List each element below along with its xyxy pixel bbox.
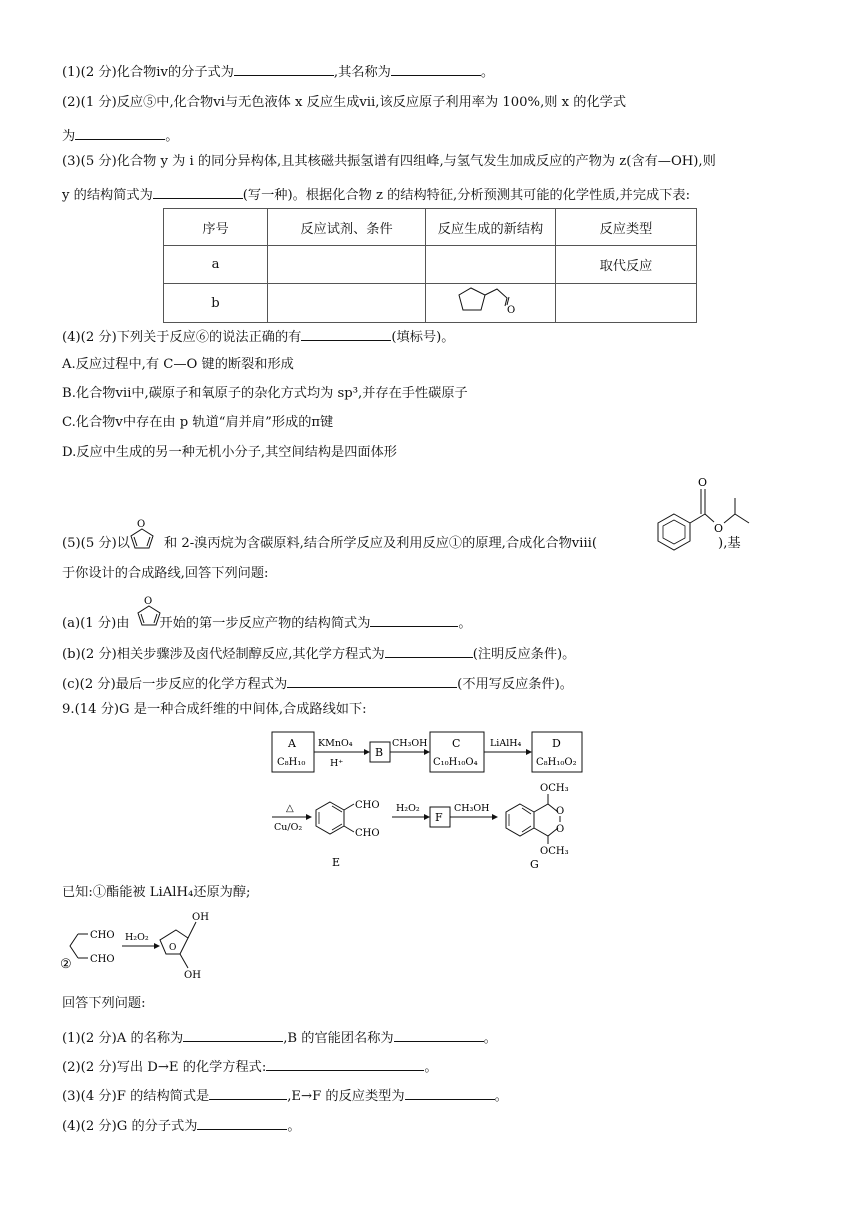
compound-c-formula: C₁₀H₁₀O₄ xyxy=(433,757,478,768)
reaction-type: 取代反应 xyxy=(556,246,697,284)
q8-part5-line1: (5)(5 分)以 和 2-溴丙烷为含碳原料,结合所学反应及利用反应①的原理,合成化合物ⅷ( ),基 xyxy=(62,536,741,551)
table-header: 反应生成的新结构 xyxy=(426,209,556,246)
answer-blank[interactable] xyxy=(385,643,473,658)
answer-blank[interactable] xyxy=(301,326,391,341)
carbonyl-oxygen: O xyxy=(698,476,708,489)
answer-cell[interactable] xyxy=(426,246,556,284)
g-ring-oxygen-2: O xyxy=(556,824,565,835)
answer-blank[interactable] xyxy=(391,61,481,76)
answer-blank[interactable] xyxy=(234,61,334,76)
reagent-lialh4: LiAlH₄ xyxy=(490,738,522,749)
compound-a-formula: C₈H₁₀ xyxy=(277,757,306,768)
compound-d-label: D xyxy=(552,737,561,750)
known-hydroxyl-2: OH xyxy=(184,970,201,981)
reaction-type xyxy=(556,284,697,323)
answer-blank[interactable] xyxy=(370,612,458,627)
cyclopentyl-aldehyde-structure xyxy=(451,284,531,318)
known-hydroxyl-1: OH xyxy=(192,912,209,923)
row-id: a xyxy=(164,246,268,284)
e-aldehyde-2: CHO xyxy=(355,828,380,839)
g-ring-oxygen-1: O xyxy=(556,806,565,817)
aldehyde-oxygen: O xyxy=(506,305,515,316)
known-reaction-2 xyxy=(60,906,220,982)
reagent-heat: △ xyxy=(286,803,294,814)
compound-c-label: C xyxy=(452,737,461,750)
reagent-cu-o2: Cu/O₂ xyxy=(274,822,303,833)
q8-part1: (1)(2 分)化合物ⅳ的分子式为 ,其名称为 。 xyxy=(62,61,494,82)
q8-part4: (4)(2 分)下列关于反应⑥的说法正确的有 (填标号)。 xyxy=(62,326,454,347)
answer-blank[interactable] xyxy=(405,1085,495,1100)
table-header-row xyxy=(164,209,697,246)
q8-part3-line1: (3)(5 分)化合物 y 为 ⅰ 的同分异构体,且其核磁共振氢谱有四组峰,与氢气发生加成反应的产物为 z(含有—OH),则 xyxy=(62,154,716,169)
table-header: 序号 xyxy=(164,209,268,246)
e-aldehyde-1: CHO xyxy=(355,800,380,811)
q8-part5a: (a)(1 分)由 开始的第一步反应产物的结构简式为 。 xyxy=(62,612,472,633)
q8-part2-line1: (2)(1 分)反应⑤中,化合物ⅵ与无色液体 x 反应生成ⅶ,该反应原子利用率为 100%,则 x 的化学式 xyxy=(62,95,627,110)
answer-blank[interactable] xyxy=(183,1027,283,1042)
answer-blank[interactable] xyxy=(287,673,457,688)
answer-blank[interactable] xyxy=(266,1056,424,1071)
furan-structure xyxy=(134,595,164,629)
reagent-h2o2: H₂O₂ xyxy=(396,803,420,814)
compound-e-label: E xyxy=(332,856,341,869)
table-header: 反应类型 xyxy=(556,209,697,246)
known-aldehyde-2: CHO xyxy=(90,954,115,965)
compound-d-formula: C₈H₁₀O₂ xyxy=(536,757,577,768)
q9-part3: (3)(4 分)F 的结构简式是 ,E→F 的反应类型为 。 xyxy=(62,1085,508,1106)
compound-g-label: G xyxy=(530,858,539,870)
option-c: C.化合物ⅴ中存在由 p 轨道“肩并肩”形成的π键 xyxy=(62,415,334,430)
table-row xyxy=(164,246,697,284)
compound-b-label: B xyxy=(375,746,384,759)
option-a: A.反应过程中,有 C—O 键的断裂和形成 xyxy=(62,357,294,372)
table-header: 反应试剂、条件 xyxy=(268,209,426,246)
table-row xyxy=(164,284,697,323)
q9-intro: 9.(14 分)G 是一种合成纤维的中间体,合成路线如下: xyxy=(62,702,367,717)
option-b: B.化合物ⅶ中,碳原子和氧原子的杂化方式均为 sp³,并存在手性碳原子 xyxy=(62,386,468,401)
answer-blank[interactable] xyxy=(153,184,243,199)
compound-a-label: A xyxy=(288,737,296,750)
q9-part1: (1)(2 分)A 的名称为 ,B 的官能团名称为 。 xyxy=(62,1027,497,1048)
answer-cell[interactable] xyxy=(268,284,426,323)
reagent-kmno4: KMnO₄ xyxy=(318,738,353,749)
property-table xyxy=(163,208,697,323)
synthesis-route-scheme xyxy=(268,728,618,870)
q8-part3-line2: y 的结构简式为 (写一种)。根据化合物 z 的结构特征,分析预测其可能的化学性质,并完成下表: xyxy=(62,184,690,205)
compound-f-label: F xyxy=(435,811,443,824)
reagent-h-plus: H⁺ xyxy=(330,758,344,769)
new-structure-cell xyxy=(426,284,556,323)
ester-oxygen: O xyxy=(714,522,724,535)
q8-part2-line2: 为 。 xyxy=(62,125,178,146)
q9-part4: (4)(2 分)G 的分子式为 。 xyxy=(62,1115,301,1136)
q9-known-1: 已知:①酯能被 LiAlH₄还原为醇; xyxy=(62,885,251,900)
known-aldehyde-1: CHO xyxy=(90,930,115,941)
q8-part5b: (b)(2 分)相关步骤涉及卤代烃制醇反应,其化学方程式为 (注明反应条件)。 xyxy=(62,643,575,664)
isopropyl-benzoate-structure xyxy=(649,474,767,554)
known-reagent-h2o2: H₂O₂ xyxy=(125,932,149,943)
reagent-ch3oh: CH₃OH xyxy=(392,738,428,749)
q9-part2: (2)(2 分)写出 D→E 的化学方程式: 。 xyxy=(62,1056,438,1077)
known-ring-oxygen: O xyxy=(169,943,177,953)
furan-oxygen: O xyxy=(137,519,146,530)
answer-blank[interactable] xyxy=(75,125,165,140)
row-id: b xyxy=(164,284,268,323)
furan-oxygen: O xyxy=(144,596,153,607)
q9-answer-intro: 回答下列问题: xyxy=(62,996,146,1011)
q8-part5c: (c)(2 分)最后一步反应的化学方程式为 (不用写反应条件)。 xyxy=(62,673,573,694)
known-marker-2: ② xyxy=(60,957,72,972)
reagent-ch3oh-2: CH₃OH xyxy=(454,803,490,814)
answer-cell[interactable] xyxy=(268,246,426,284)
g-methoxy-top: OCH₃ xyxy=(540,783,569,794)
answer-blank[interactable] xyxy=(197,1115,287,1130)
answer-blank[interactable] xyxy=(394,1027,484,1042)
option-d: D.反应中生成的另一种无机小分子,其空间结构是四面体形 xyxy=(62,445,397,460)
q8-part5-line2: 于你设计的合成路线,回答下列问题: xyxy=(62,566,269,581)
furan-structure xyxy=(126,518,158,552)
g-methoxy-bottom: OCH₃ xyxy=(540,846,569,857)
answer-blank[interactable] xyxy=(209,1085,287,1100)
